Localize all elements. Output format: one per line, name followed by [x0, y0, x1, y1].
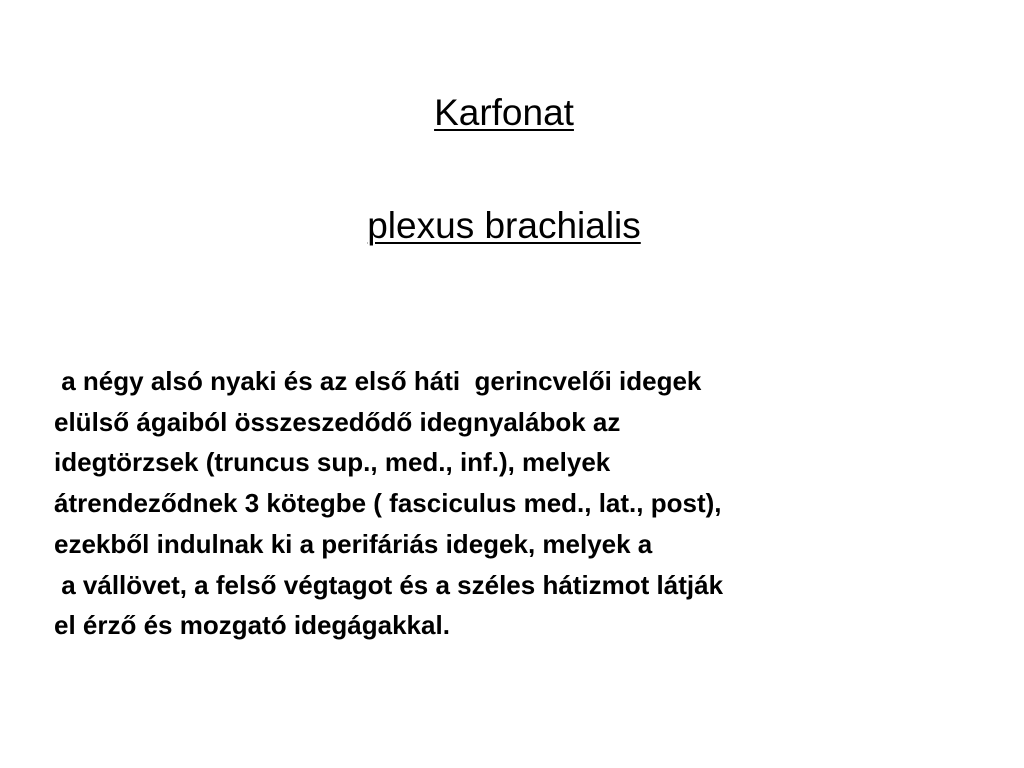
body-line: a négy alsó nyaki és az első háti gerincvelői idegek — [54, 366, 702, 396]
body-line: el érző és mozgató idegágakkal. — [54, 610, 450, 641]
body-line: ezekből indulnak ki a perifáriás idegek, melyek a — [54, 528, 653, 559]
body-line: a vállövet, a felső végtagot és a széles hátizmot látják — [54, 569, 724, 600]
slide-subtitle: plexus brachialis — [367, 205, 641, 246]
slide-title: Karfonat — [434, 92, 574, 133]
body-line: átrendeződnek 3 kötegbe ( fasciculus med., lat., post), — [54, 488, 722, 519]
body-line: idegtörzsek (truncus sup., med., inf.), melyek — [54, 447, 611, 478]
body-line: elülső ágaiból összeszedődő idegnyalábok az — [54, 406, 621, 437]
body-paragraph — [54, 361, 994, 646]
